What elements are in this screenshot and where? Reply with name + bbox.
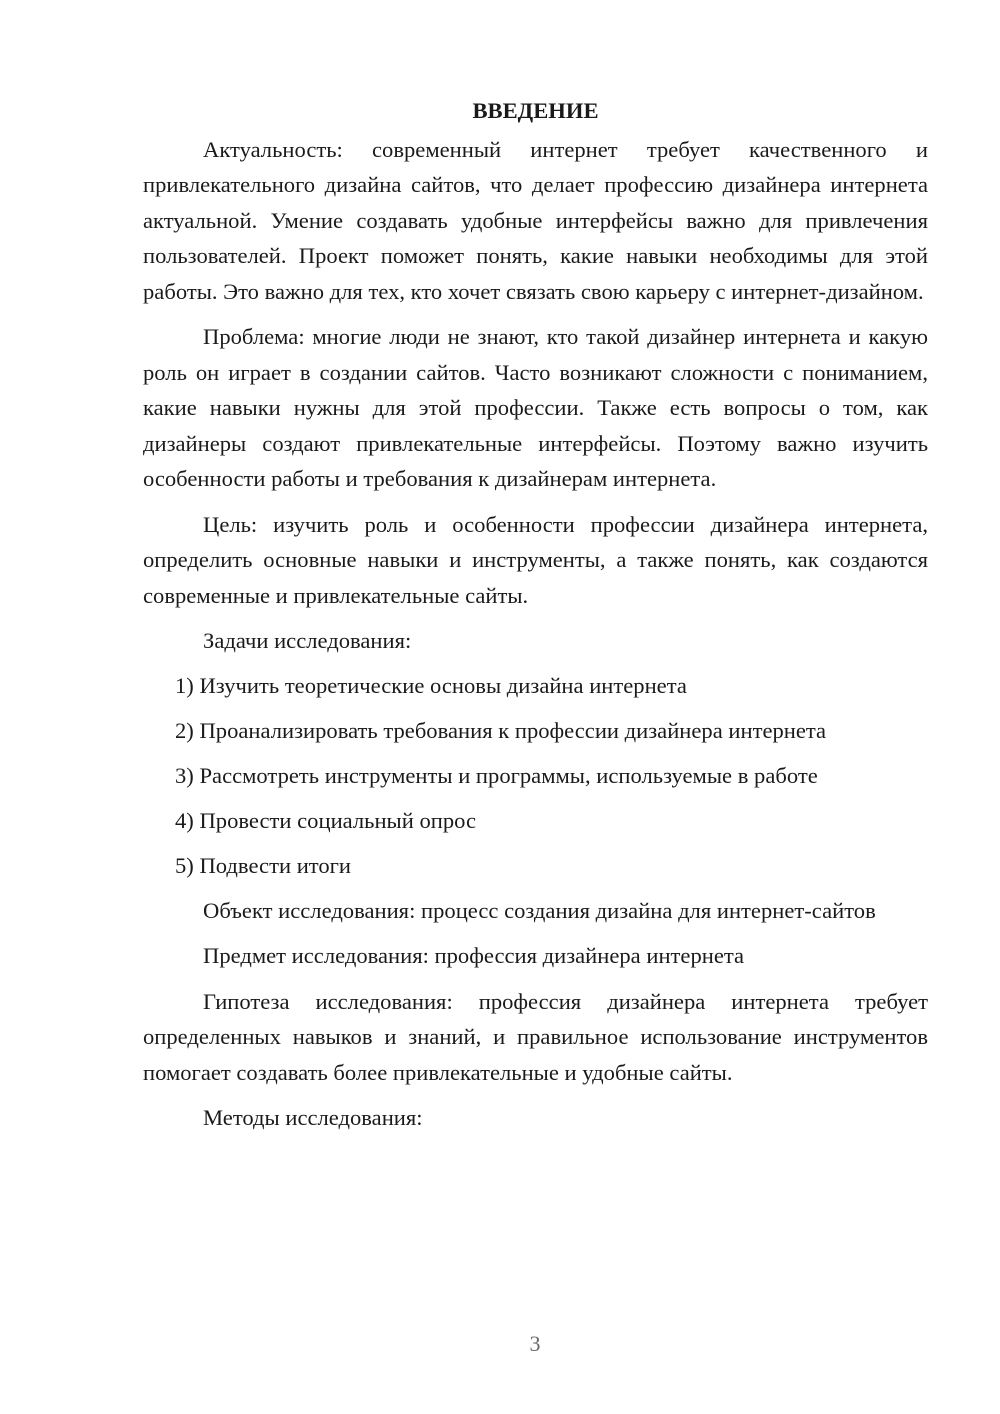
subject-paragraph: Предмет исследования: профессия дизайнера интернета [203,943,745,968]
section-title: ВВЕДЕНИЕ [472,98,599,123]
list-item: 5) Подвести итоги [175,852,352,878]
list-item: 2) Проанализировать требования к профессии дизайнера интернета [175,717,827,743]
relevance-paragraph: Актуальность: современный интернет требует качественного и привлекательного дизайна сайтов, что делает профессию дизайнера интернета актуальной. Умение создавать удобные интерфейсы важно для привлечения пользователей. Проект поможет понять, какие навыки необходимы для этой работы. Это важно для тех, кто хочет связать свою карьеру с интернет-дизайном. [143,136,928,304]
list-item: 3) Рассмотреть инструменты и программы, используемые в работе [175,762,818,788]
list-item: 1) Изучить теоретические основы дизайна интернета [175,672,687,698]
methods-heading: Методы исследования: [203,1105,423,1130]
document-page [143,93,928,1146]
goal-paragraph: Цель: изучить роль и особенности профессии дизайнера интернета, определить основные навыки и инструменты, а также понять, как создаются современные и привлекательные сайты. [143,511,928,608]
problem-paragraph: Проблема: многие люди не знают, кто такой дизайнер интернета и какую роль он играет в создании сайтов. Часто возникают сложности с пониманием, какие навыки нужны для этой профессии. Также есть вопросы о том, как дизайнеры создают привлекательные интерфейсы. Поэтому важно изучить особенности работы и требования к дизайнерам интернета. [143,324,928,491]
tasks-list [143,668,928,884]
object-paragraph: Объект исследования: процесс создания дизайна для интернет-сайтов [203,897,876,923]
page-number: 3 [529,1331,541,1356]
list-item: 4) Провести социальный опрос [175,807,477,833]
hypothesis-paragraph: Гипотеза исследования: профессия дизайнера интернета требует определенных навыков и знаний, и правильное использование инструментов помогает создавать более привлекательные и удобные сайты. [143,988,928,1085]
tasks-heading: Задачи исследования: [203,628,412,653]
